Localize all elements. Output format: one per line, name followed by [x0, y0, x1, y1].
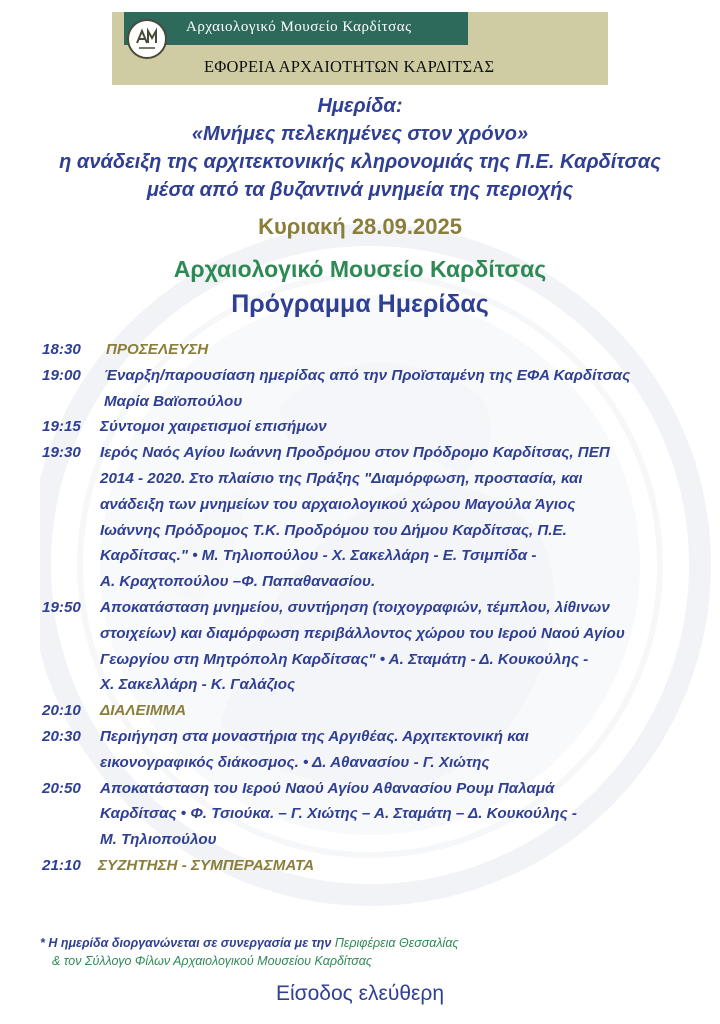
- schedule-text: Σύντομοι χαιρετισμοί επισήμων: [100, 418, 327, 436]
- schedule-time: 20:50: [42, 779, 81, 797]
- schedule-text: ανάδειξη των μνημείων του αρχαιολογικού χώρου Μαγούλα Άγιος: [100, 495, 576, 513]
- schedule-row: [42, 440, 692, 595]
- schedule-text: Μαρία Βαϊοπούλου: [104, 392, 243, 410]
- schedule-row: [42, 698, 692, 724]
- schedule-row: [42, 776, 692, 853]
- schedule-text: Μ. Τηλιοπούλου: [100, 831, 217, 849]
- schedule-text: εικονογραφικός διάκοσμος. • Δ. Αθανασίου - Γ. Χιώτης: [100, 753, 490, 771]
- schedule-text: Χ. Σακελλάρη - Κ. Γαλάζιος: [100, 676, 296, 694]
- schedule-text: Αποκατάσταση του Ιερού Ναού Αγίου Αθανασίου Ρουμ Παλαμά: [100, 779, 555, 797]
- schedule-time: 19:50: [42, 598, 81, 616]
- schedule-row: [42, 595, 692, 698]
- free-entry-note: Είσοδος ελεύθερη: [275, 982, 444, 1005]
- programme-title: Πρόγραμμα Ημερίδας: [231, 290, 489, 318]
- schedule-text: Καρδίτσας." • Μ. Τηλιοπούλου - Χ. Σακελλάρη - Ε. Τσιμπίδα -: [100, 547, 537, 565]
- schedule-text: Περιήγηση στα μοναστήρια της Αργιθέας. Αρχιτεκτονική και: [100, 727, 529, 745]
- schedule-list: [42, 337, 692, 879]
- schedule-time: 18:30: [42, 341, 81, 358]
- event-title: [0, 92, 720, 204]
- title-line-1: Ημερίδα:: [317, 95, 403, 117]
- schedule-row: [42, 853, 692, 879]
- schedule-time: 21:10: [42, 856, 81, 874]
- schedule-text: Καρδίτσας • Φ. Τσιούκα. – Γ. Χιώτης – Α. Σταμάτη – Δ. Κουκούλης -: [100, 805, 577, 823]
- header-banner: [112, 12, 608, 85]
- title-line-3: η ανάδειξη της αρχιτεκτονικής κληρονομιάς της Π.Ε. Καρδίτσας: [59, 151, 661, 173]
- schedule-time: 20:10: [42, 702, 81, 720]
- schedule-text: Γεωργίου στη Μητρόπολη Καρδίτσας" • Α. Σταμάτη - Δ. Κουκούλης -: [100, 650, 589, 668]
- title-line-2: «Μνήμες πελεκημένες στον χρόνο»: [191, 123, 529, 145]
- footnote-highlight: & τον Σύλλογο Φίλων Αρχαιολογικού Μουσείου Καρδίτσας: [52, 954, 372, 968]
- schedule-row: [42, 363, 692, 415]
- schedule-time: 19:15: [42, 418, 81, 436]
- schedule-text: στοιχείων) και διαμόρφωση περιβάλλοντος χώρου του Ιερού Ναού Αγίου: [100, 624, 625, 642]
- event-date: Κυριακή 28.09.2025: [258, 214, 462, 239]
- banner-museum-name: Αρχαιολογικό Μουσείο Καρδίτσας: [186, 19, 412, 35]
- footnote-text: * Η ημερίδα διοργανώνεται σε συνεργασία με την: [40, 936, 335, 950]
- schedule-text: Ιωάννης Πρόδρομος Τ.Κ. Προδρόμου του Δήμου Καρδίτσας, Π.Ε.: [100, 521, 567, 539]
- schedule-text: ΔΙΑΛΕΙΜΜΑ: [100, 702, 187, 720]
- schedule-text: Αποκατάσταση μνημείου, συντήρηση (τοιχογραφιών, τέμπλου, λίθινων: [100, 598, 610, 616]
- schedule-time: 19:00: [42, 366, 81, 384]
- title-line-4: μέσα από τα βυζαντινά μνημεία της περιοχής: [146, 179, 574, 201]
- schedule-text: ΠΡΟΣΕΛΕΥΣΗ: [106, 341, 209, 358]
- schedule-text: ΣΥΖΗΤΗΣΗ - ΣΥΜΠΕΡΑΣΜΑΤΑ: [98, 856, 315, 874]
- schedule-time: 19:30: [42, 444, 81, 462]
- schedule-text: Α. Κραχτοπούλου –Φ. Παπαθανασίου.: [100, 573, 376, 591]
- schedule-text: Ιερός Ναός Αγίου Ιωάννη Προδρόμου στον Πρόδρομο Καρδίτσας, ΠΕΠ: [100, 444, 610, 462]
- event-venue: Αρχαιολογικό Μουσείο Καρδίτσας: [173, 256, 547, 282]
- schedule-row: [42, 414, 692, 440]
- schedule-time: 20:30: [42, 727, 81, 745]
- banner-ephoria-name: ΕΦΟΡΕΙΑ ΑΡΧΑΙΟΤΗΤΩΝ ΚΑΡΔΙΤΣΑΣ: [204, 57, 495, 76]
- museum-monogram-logo-icon: [127, 19, 167, 59]
- schedule-row: [42, 724, 692, 776]
- footnote-highlight: Περιφέρεια Θεσσαλίας: [334, 936, 459, 950]
- logo-monogram-icon: [129, 21, 165, 57]
- schedule-row: [42, 337, 692, 363]
- footnote: [40, 934, 700, 970]
- schedule-text: Έναρξη/παρουσίαση ημερίδας από την Προϊσταμένη της ΕΦΑ Καρδίτσας: [104, 366, 631, 384]
- schedule-text: 2014 - 2020. Στο πλαίσιο της Πράξης "Διαμόρφωση, προστασία, και: [100, 469, 583, 487]
